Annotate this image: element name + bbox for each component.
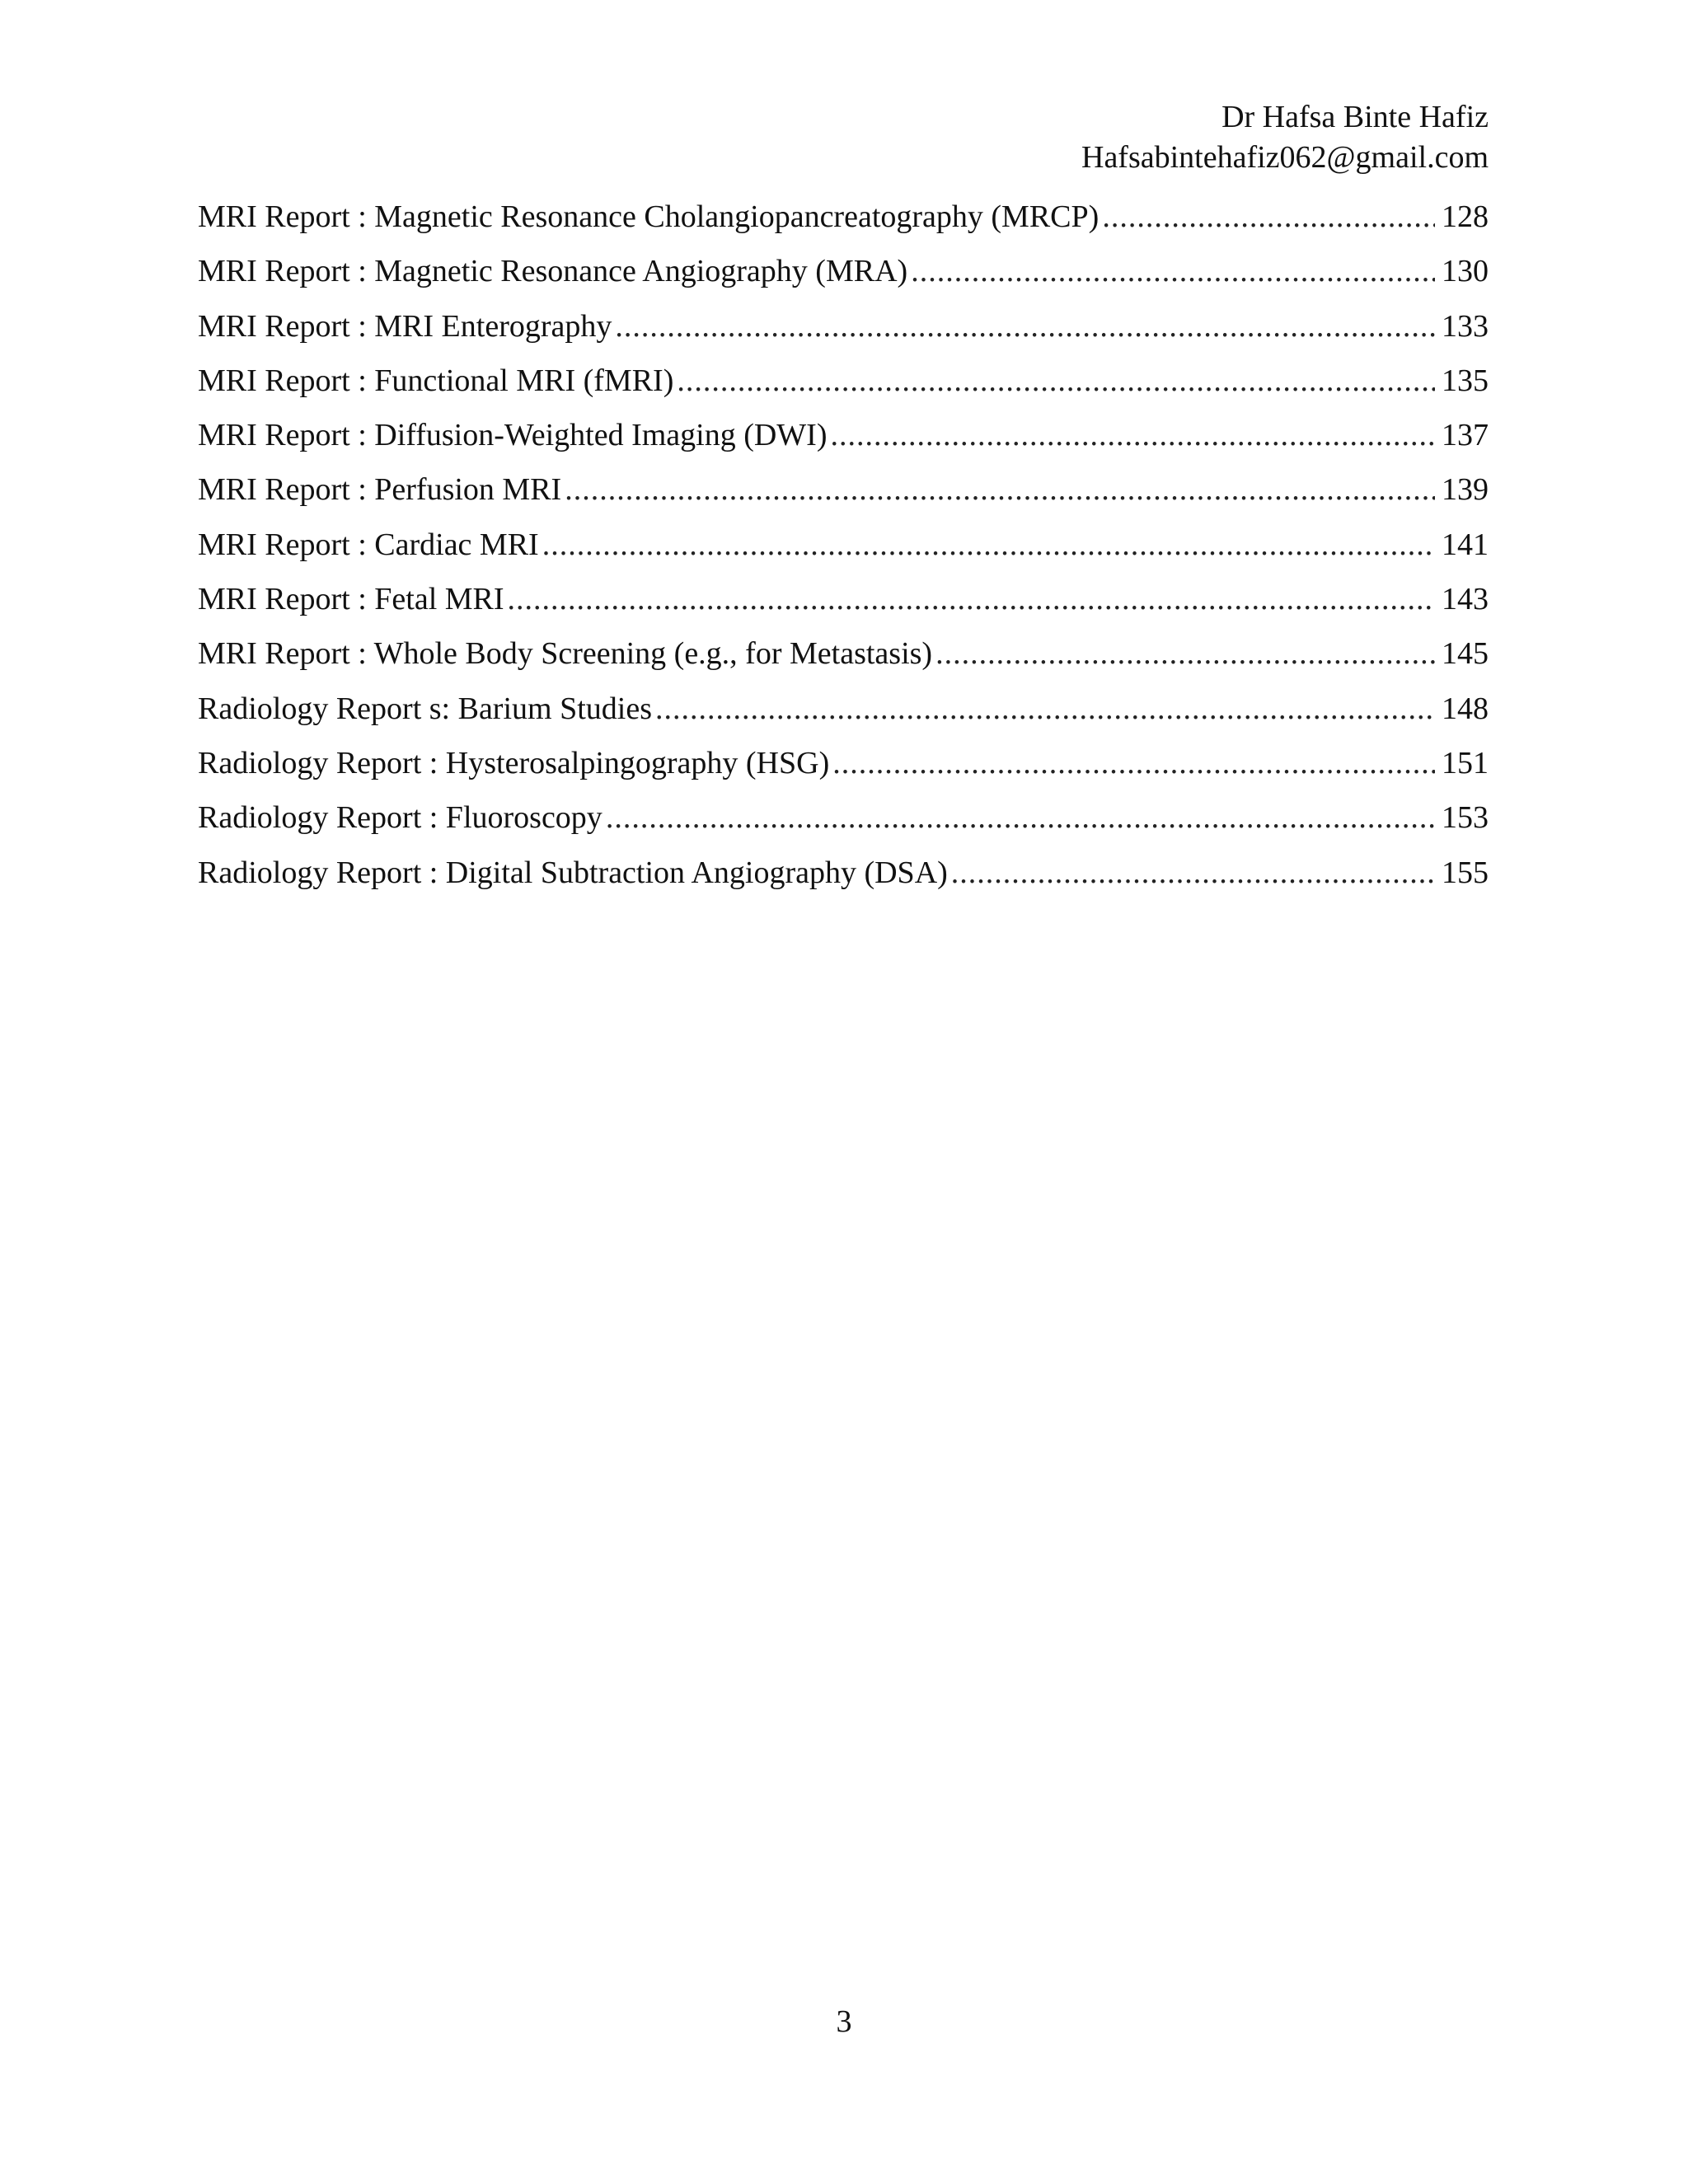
toc-entry-title: MRI Report : Whole Body Screening (e.g., for Metastasis) (198, 636, 933, 672)
toc-entry-title: MRI Report : Perfusion MRI (198, 472, 562, 508)
toc-dot-leader (508, 579, 1435, 620)
toc-dot-leader (1102, 196, 1435, 237)
toc-entry[interactable] (198, 579, 1489, 633)
toc-entry-title: MRI Report : MRI Enterography (198, 308, 612, 344)
toc-entry-title: Radiology Report : Digital Subtraction Angiography (DSA) (198, 855, 948, 890)
toc-dot-leader (677, 360, 1435, 401)
toc-entry[interactable] (198, 633, 1489, 687)
toc-entry-page: 133 (1442, 308, 1489, 344)
toc-entry-page: 139 (1442, 472, 1489, 508)
toc-dot-leader (542, 524, 1435, 565)
toc-dot-leader (655, 688, 1435, 729)
toc-entry-page: 128 (1442, 199, 1489, 234)
toc-entry-page: 130 (1442, 254, 1489, 289)
toc-entry-page: 151 (1442, 745, 1489, 780)
table-of-contents (198, 196, 1489, 907)
toc-entry[interactable] (198, 360, 1489, 415)
toc-entry-title: MRI Report : Functional MRI (fMRI) (198, 363, 674, 398)
author-email: Hafsabintehafiz062@gmail.com (1081, 140, 1489, 175)
toc-dot-leader (615, 306, 1435, 347)
toc-dot-leader (911, 251, 1435, 292)
toc-entry-title: MRI Report : Magnetic Resonance Angiography (MRA) (198, 254, 908, 289)
toc-entry-title: MRI Report : Cardiac MRI (198, 527, 539, 562)
toc-entry-page: 153 (1442, 800, 1489, 836)
toc-entry-title: MRI Report : Magnetic Resonance Cholangiopancreatography (MRCP) (198, 199, 1100, 234)
toc-entry[interactable] (198, 251, 1489, 305)
toc-entry-title: MRI Report : Diffusion-Weighted Imaging (DWI) (198, 418, 828, 453)
toc-entry-page: 137 (1442, 418, 1489, 453)
toc-entry[interactable] (198, 688, 1489, 743)
toc-entry-page: 145 (1442, 636, 1489, 672)
toc-entry-page: 141 (1442, 527, 1489, 562)
toc-dot-leader (951, 852, 1435, 893)
toc-entry-page: 135 (1442, 363, 1489, 398)
toc-dot-leader (935, 633, 1435, 674)
toc-entry-page: 143 (1442, 582, 1489, 617)
toc-entry-title: MRI Report : Fetal MRI (198, 582, 504, 617)
toc-entry-title: Radiology Report : Fluoroscopy (198, 800, 603, 836)
toc-entry-page: 155 (1442, 855, 1489, 890)
toc-dot-leader (832, 743, 1435, 784)
toc-entry[interactable] (198, 469, 1489, 523)
toc-entry-page: 148 (1442, 691, 1489, 726)
page-header (1081, 97, 1489, 178)
author-name: Dr Hafsa Binte Hafiz (1221, 100, 1489, 134)
page-number: 3 (836, 2004, 852, 2039)
toc-entry[interactable] (198, 306, 1489, 360)
toc-entry[interactable] (198, 524, 1489, 579)
toc-entry[interactable] (198, 415, 1489, 469)
toc-entry[interactable] (198, 196, 1489, 251)
toc-entry[interactable] (198, 797, 1489, 851)
toc-entry-title: Radiology Report s: Barium Studies (198, 691, 652, 726)
toc-dot-leader (830, 415, 1435, 456)
toc-dot-leader (565, 469, 1435, 510)
toc-dot-leader (606, 797, 1435, 838)
toc-entry-title: Radiology Report : Hysterosalpingography (HSG) (198, 745, 830, 780)
toc-entry[interactable] (198, 852, 1489, 907)
toc-entry[interactable] (198, 743, 1489, 797)
